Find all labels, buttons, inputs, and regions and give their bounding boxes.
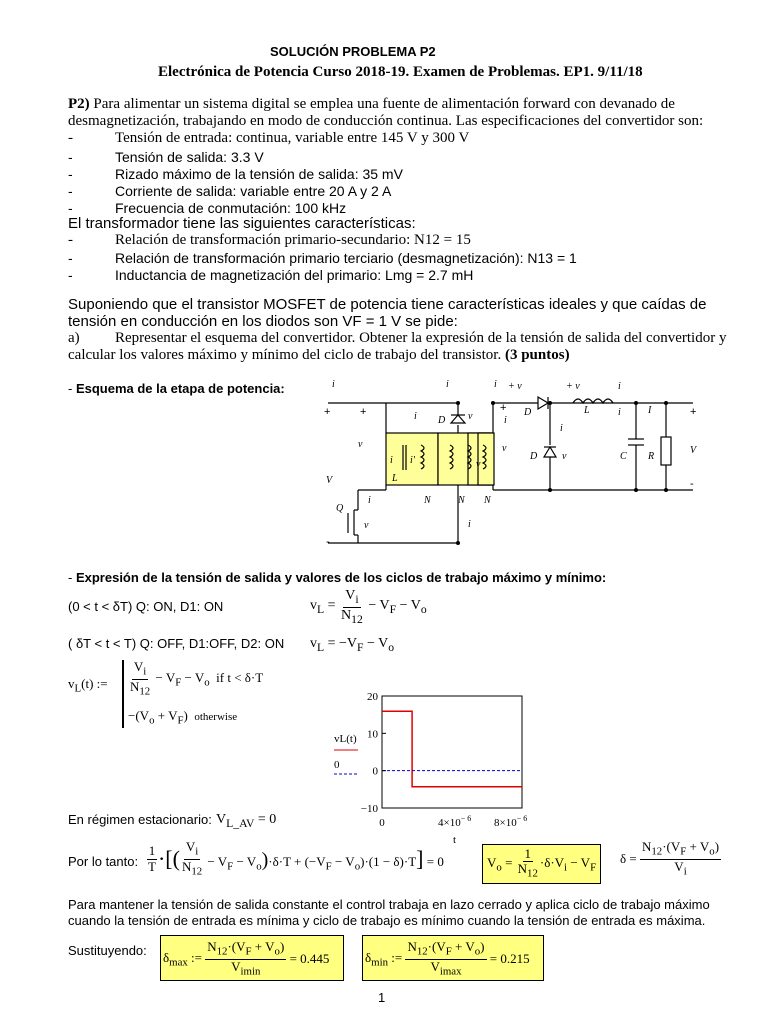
label-ip: i'	[410, 455, 415, 466]
eq-vl-piecewise-case1: $\frac{V_i}{N_{12}}$ − $V_F - V_o$ if t < δ·T	[130, 659, 264, 698]
label-ia1: i	[494, 379, 497, 390]
label-n2: N	[484, 495, 491, 506]
label-d3: D	[438, 415, 446, 426]
case-off-label: ( δT < t < T) Q: OFF, D1:OFF, D2: ON	[68, 636, 285, 651]
transformer-item-1: - Relación de transformación primario-secundario: N12 = 15	[68, 232, 471, 248]
page-subtitle: Electrónica de Potencia Curso 2018-19. Examen de Problemas. EP1. 9/11/18	[158, 64, 643, 80]
svg-text:-: -	[690, 478, 694, 490]
svg-text:+: +	[500, 402, 507, 414]
spec-item-5: - Frecuencia de conmutación: 100 kHz	[68, 200, 347, 216]
steady-state-label: En régimen estacionario:	[68, 812, 212, 827]
problem-label: P2)	[68, 96, 90, 112]
explanation-1: Para mantener la tensión de salida constante el control trabaja en lazo cerrado y aplica ciclo de trabajo máximo	[68, 897, 710, 912]
label-img: i	[390, 455, 393, 466]
assumption-1: Suponiendo que el transistor MOSFET de potencia tiene características ideales y que caídas de	[68, 296, 707, 313]
problem-intro-1: P2) Para alimentar un sistema digital se emplea una fuente de alimentación forward con devanado de	[68, 96, 675, 112]
svg-text:+: +	[690, 406, 697, 418]
label-c: C	[620, 451, 627, 462]
label-lmg: L	[392, 473, 398, 484]
chart-xlabel: t	[453, 834, 457, 846]
y-tick-label: −10	[360, 803, 378, 815]
label-i2: i	[504, 415, 507, 426]
explanation-2: cuando la tensión de entrada es mínima y ciclo de trabajo es mínimo cuando la tensión de entrada es máxima.	[68, 913, 706, 928]
y-tick-label: 0	[372, 765, 378, 778]
label-vl: + v	[566, 381, 580, 392]
y-tick-label: 10	[367, 728, 378, 741]
eq-vl-piecewise-lhs: $v_L(t)$ :=	[68, 676, 108, 695]
assumption-2: tensión en conducción en los diodos son VF = 1 V se pide:	[68, 313, 458, 330]
forward-converter-schematic	[318, 375, 708, 555]
steady-state-eq: $V_{L\_AV} = 0$	[216, 812, 277, 830]
label-ia3: i	[446, 379, 449, 390]
svg-text:+: +	[324, 406, 331, 418]
label-vak3: v	[468, 411, 473, 422]
legend-vl: vL(t)	[334, 733, 357, 745]
delta-max-value: = 0.445	[289, 951, 330, 966]
label-io: I	[648, 405, 652, 416]
case-on-label: (0 < t < δT) Q: ON, D1: ON	[68, 599, 224, 614]
label-vds: v	[364, 520, 369, 531]
label-v2: v	[502, 443, 507, 454]
spec-item-2: - Tensión de salida: 3.3 V	[68, 149, 264, 165]
spec-item-1: - Tensión de entrada: continua, variable entre 145 V y 300 V	[68, 130, 470, 146]
svg-text:+: +	[360, 406, 367, 418]
x-tick-label: $8\times 10^{- 6}$	[494, 814, 528, 829]
delta-min-value: = 0.215	[489, 951, 530, 966]
piecewise-bracket	[122, 660, 124, 728]
label-n1: N	[424, 495, 431, 506]
label-ii: i	[332, 379, 335, 390]
label-d2: D	[530, 451, 538, 462]
transformer-item-3: - Inductancia de magnetización del primario: Lmg = 2.7 mH	[68, 267, 474, 283]
label-ia2: i	[560, 423, 563, 434]
page-number: 1	[378, 990, 386, 1005]
eq-vl-on: $v_L$ = $\frac{V_i}{N_{12}}$ − $V_F - V_o$	[310, 588, 427, 626]
eq-average-integral: $\frac{1}{T}$ ·[( $\frac{V_i}{N_{12}}$ − $V_F - V_o)\cdot\delta\cdot T + (-V_F - V_o)\cdot(1 - \delta)\cdot T] = 0$	[148, 839, 444, 878]
eq-delta: δ = $\frac{N_{12}\cdot(V_F + V_o)}{V_i}$	[620, 839, 720, 878]
label-l: L	[584, 405, 590, 416]
label-v1: v	[358, 439, 363, 450]
label-vak1: + v	[508, 381, 522, 392]
chart-frame	[382, 696, 522, 808]
legend-zero: 0	[334, 759, 340, 771]
therefore-label: Por lo tanto:	[68, 854, 139, 869]
part-a-2: calcular los valores máximo y mínimo del ciclo de trabajo del transistor. (3 puntos)	[68, 347, 570, 363]
label-v3: v	[476, 459, 481, 470]
transformer-intro: El transformador tiene las siguientes características:	[68, 215, 416, 232]
delta-min-box: $\delta_{min}$ := $\frac{N_{12}\cdot(V_F + V_o)}{V_{imax}}$ = 0.215	[362, 935, 544, 981]
label-ic: i	[618, 407, 621, 418]
page-title: SOLUCIÓN PROBLEMA P2	[270, 44, 436, 59]
vl-waveform-chart	[330, 690, 530, 842]
label-n3: N	[458, 495, 465, 506]
eq-vl-off: $v_L = -V_F - V_o$	[310, 636, 395, 654]
label-id: i	[368, 495, 371, 506]
x-tick-label: 0	[379, 817, 385, 829]
series-vl	[382, 711, 522, 786]
problem-intro-2: desmagnetización, trabajando en modo de conducción continua. Las especificaciones del convertidor son:	[68, 113, 704, 129]
label-i3: i	[468, 519, 471, 530]
label-vo: V	[690, 445, 697, 456]
label-d1: D	[524, 407, 532, 418]
x-tick-label: $4\times 10^{- 6}$	[438, 814, 472, 829]
label-vak2: v	[562, 451, 567, 462]
spec-item-4: - Corriente de salida: variable entre 20 A y 2 A	[68, 183, 392, 199]
result-vo-box: $V_o$ = $\frac{1}{N_{12}}$ $\cdot\delta\cdot V_i - V_F$	[482, 844, 601, 884]
eq-vl-piecewise-case2: $-(V_o + V_F)$ otherwise	[128, 708, 238, 727]
section-expression-heading: - Expresión de la tensión de salida y valores de los ciclos de trabajo máximo y mínimo:	[68, 570, 607, 585]
substituting-label: Sustituyendo:	[68, 943, 147, 958]
y-tick-label: 20	[367, 691, 378, 703]
part-a-1: a) Representar el esquema del convertidor. Obtener la expresión de la tensión de salida del convertidor y	[68, 330, 727, 346]
label-vi: V	[326, 475, 333, 486]
label-q: Q	[336, 503, 344, 514]
transformer-item-2: - Relación de transformación primario terciario (desmagnetización): N13 = 1	[68, 250, 577, 266]
delta-max-box: $\delta_{max}$ := $\frac{N_{12}\cdot(V_F + V_o)}{V_{imin}}$ = 0.445	[160, 935, 344, 981]
label-i1: i	[414, 411, 417, 422]
section-schematic-heading: - Esquema de la etapa de potencia:	[68, 381, 285, 396]
svg-text:-: -	[326, 536, 330, 548]
spec-item-3: - Rizado máximo de la tensión de salida: 35 mV	[68, 166, 403, 182]
label-il: i	[618, 381, 621, 392]
label-rl: R	[648, 451, 655, 462]
